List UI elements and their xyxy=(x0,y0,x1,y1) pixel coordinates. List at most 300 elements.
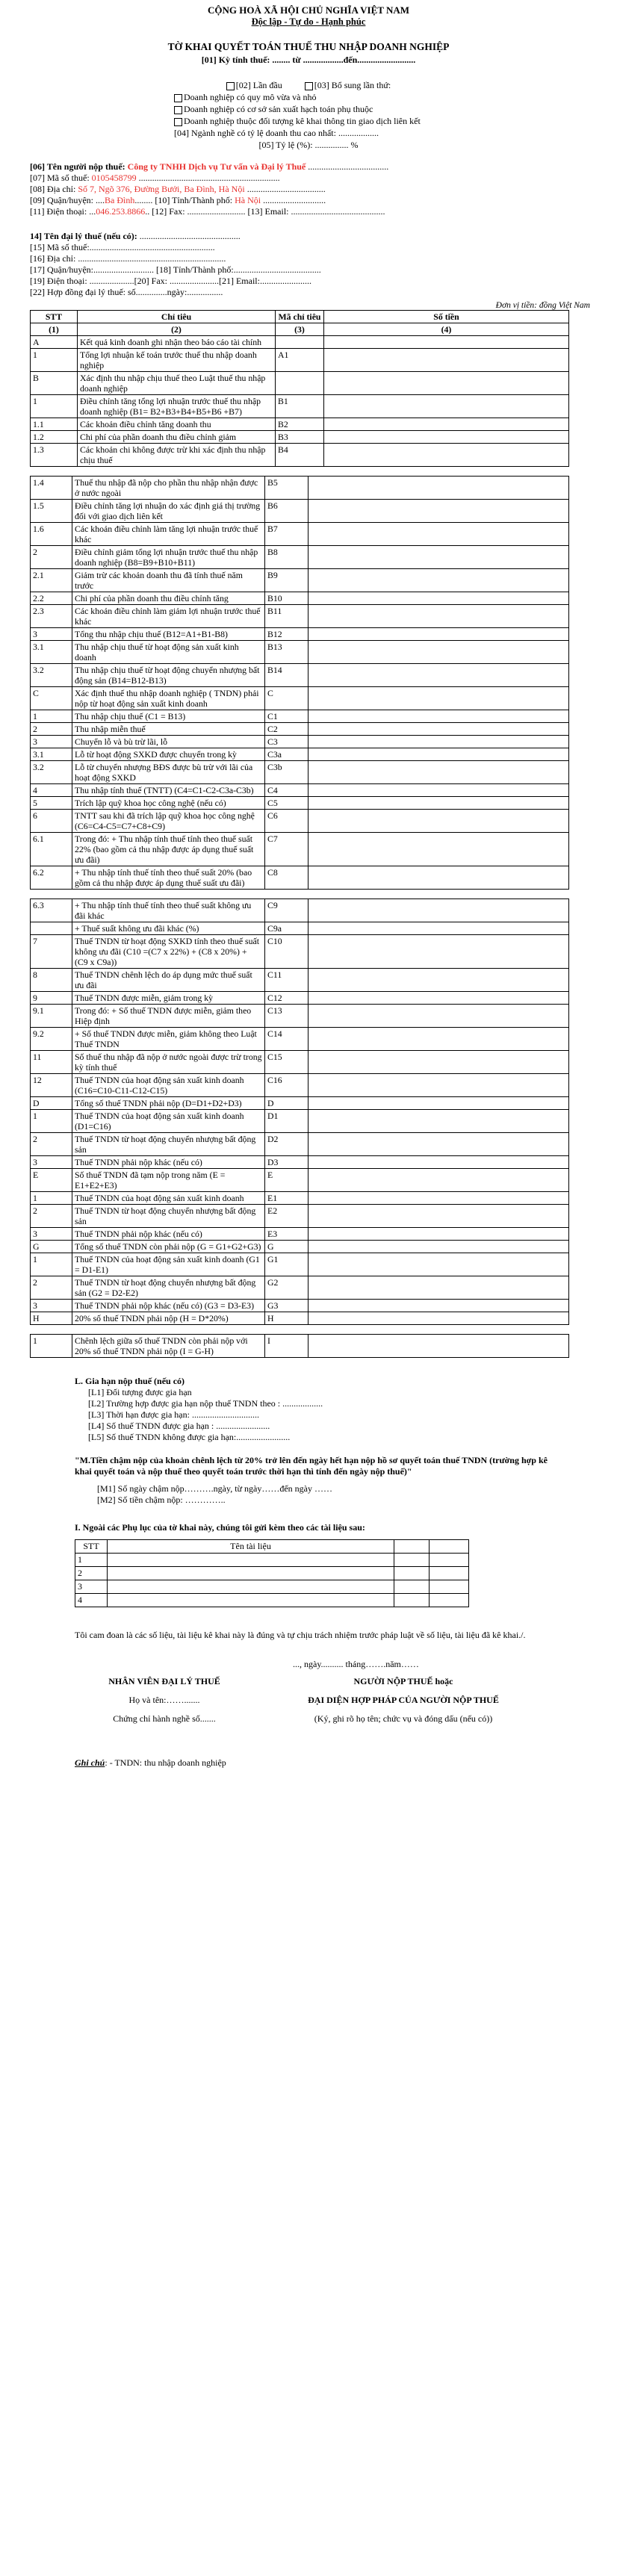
table-row xyxy=(31,710,569,723)
row-amount-cell[interactable] xyxy=(308,687,569,710)
table-row xyxy=(31,784,569,797)
row-code: C3 xyxy=(265,736,308,748)
row-stt: 2 xyxy=(31,1276,72,1300)
row-code: D2 xyxy=(265,1133,308,1156)
row-code: G2 xyxy=(265,1276,308,1300)
attachment-row[interactable]: 2 xyxy=(75,1567,469,1580)
row-code: D xyxy=(265,1097,308,1110)
table-row xyxy=(31,866,569,890)
tax-period: [01] Kỳ tính thuế: ........ từ ..................đến.......................... xyxy=(201,55,416,65)
table-row xyxy=(31,810,569,833)
row-amount-cell[interactable] xyxy=(308,992,569,1005)
row-amount-cell[interactable] xyxy=(308,664,569,687)
row-code: C2 xyxy=(265,723,308,736)
table-row xyxy=(31,1192,569,1205)
table-row xyxy=(31,1300,569,1312)
row-amount-cell[interactable] xyxy=(308,1335,569,1358)
row-stt: 1 xyxy=(31,1253,72,1276)
row-stt: 11 xyxy=(31,1051,72,1074)
table-row xyxy=(31,1241,569,1253)
footnote: Ghi chú: - TNDN: thu nhập doanh nghiệp xyxy=(75,1757,226,1768)
row-stt: 1 xyxy=(31,1192,72,1205)
section-l-line: [L4] Số thuế TNDN được gia hạn : ........................ xyxy=(88,1421,270,1431)
sign-date: ..., ngày.......... tháng…….năm…… xyxy=(293,1659,419,1669)
row-amount-cell[interactable] xyxy=(308,641,569,664)
agent-staff-cert: Chứng chỉ hành nghề số....... xyxy=(113,1713,216,1724)
row-code: B9 xyxy=(265,569,308,592)
section-l-line: [L5] Số thuế TNDN không được gia hạn:........................ xyxy=(88,1432,291,1442)
row-code: E3 xyxy=(265,1228,308,1241)
row-stt: 6.3 xyxy=(31,899,72,922)
row-code: C1 xyxy=(265,710,308,723)
row-stt: 3 xyxy=(31,628,72,641)
row-amount-cell[interactable] xyxy=(308,1074,569,1097)
row-stt: 1.2 xyxy=(31,431,78,444)
table-row xyxy=(31,1228,569,1241)
row-stt: 9.2 xyxy=(31,1028,72,1051)
table-row xyxy=(31,1156,569,1169)
row-indicator: Xác định thu nhập chịu thuế theo Luật thuế thu nhập doanh nghiệp xyxy=(78,372,276,395)
row-amount-cell[interactable] xyxy=(308,899,569,922)
row-amount-cell[interactable] xyxy=(308,969,569,992)
row-amount-cell[interactable] xyxy=(308,1005,569,1028)
row-stt: G xyxy=(31,1241,72,1253)
checkbox-icon[interactable] xyxy=(174,106,182,114)
table-row xyxy=(31,1051,569,1074)
table-row xyxy=(31,992,569,1005)
table-row xyxy=(31,628,569,641)
table-row xyxy=(31,395,569,418)
section-m-heading: "M.Tiền chậm nộp của khoản chênh lệch từ 20% trở lên đến ngày hết hạn nộp hồ sơ quyết toán thuế TNDN (trường hợp kê khai quyết toán và nộp thuế theo quyết toán trước thời hạn thì tính đến ngày nộp thuế)" xyxy=(75,1455,548,1477)
row-amount-cell[interactable] xyxy=(308,523,569,546)
row-indicator: Trong đó: + Thu nhập tính thuế tính theo thuế suất 22% (bao gồm cả thu nhập được áp dụng thuế suất ưu đãi) xyxy=(72,833,265,866)
table-row xyxy=(31,797,569,810)
table-row xyxy=(31,431,569,444)
row-amount-cell[interactable] xyxy=(308,736,569,748)
row-amount-cell[interactable] xyxy=(308,605,569,628)
row-amount-cell[interactable] xyxy=(308,784,569,797)
ratio-line: [05] Tỷ lệ (%): ............... % xyxy=(258,140,359,150)
row-code: E xyxy=(265,1169,308,1192)
currency-unit: Đơn vị tiền: đồng Việt Nam xyxy=(495,301,590,310)
row-stt xyxy=(31,922,72,935)
row-indicator: Tổng thu nhập chịu thuế (B12=A1+B1-B8) xyxy=(72,628,265,641)
row-stt: 3 xyxy=(31,1156,72,1169)
row-code: C8 xyxy=(265,866,308,890)
row-code xyxy=(276,372,324,395)
table-row xyxy=(31,1169,569,1192)
indicator-table-part3 xyxy=(30,899,569,1325)
row-amount-cell[interactable] xyxy=(308,1133,569,1156)
taxpayer-name-label: [06] Tên người nộp thuế: xyxy=(30,161,125,172)
representative-title: ĐẠI DIỆN HỢP PHÁP CỦA NGƯỜI NỘP THUẾ xyxy=(308,1695,499,1705)
checkbox-icon[interactable] xyxy=(305,82,313,90)
row-amount-cell[interactable] xyxy=(308,1169,569,1192)
row-amount-cell[interactable] xyxy=(308,1051,569,1074)
row-indicator: 20% số thuế TNDN phải nộp (H = D*20%) xyxy=(72,1312,265,1325)
row-amount-cell[interactable] xyxy=(308,1312,569,1325)
signature-block xyxy=(75,1676,553,1725)
row-code: C12 xyxy=(265,992,308,1005)
row-stt: 1 xyxy=(31,1110,72,1133)
taxpayer-sign-title: NGƯỜI NỘP THUẾ hoặc xyxy=(353,1676,453,1686)
row-code: D3 xyxy=(265,1156,308,1169)
row-amount-cell[interactable] xyxy=(308,833,569,866)
indicator-table-part4 xyxy=(30,1334,569,1358)
agent-staff-title: NHÂN VIÊN ĐẠI LÝ THUẾ xyxy=(108,1676,220,1686)
row-indicator: Thu nhập chịu thuế (C1 = B13) xyxy=(72,710,265,723)
row-indicator: Thuế TNDN từ hoạt động chuyển nhượng bất động sản xyxy=(72,1133,265,1156)
row-indicator: Tổng số thuế TNDN phải nộp (D=D1+D2+D3) xyxy=(72,1097,265,1110)
agent-line: [15] Mã số thuế:........................................................ xyxy=(30,242,215,252)
row-indicator: Thuế thu nhập đã nộp cho phần thu nhập nhận được ở nước ngoài xyxy=(72,477,265,500)
row-indicator: + Số thuế TNDN được miễn, giảm không theo Luật Thuế TNDN xyxy=(72,1028,265,1051)
row-amount-cell[interactable] xyxy=(308,1241,569,1253)
row-code: C6 xyxy=(265,810,308,833)
row-indicator: Thuế TNDN được miễn, giảm trong kỳ xyxy=(72,992,265,1005)
row-amount-cell[interactable] xyxy=(308,592,569,605)
table-row xyxy=(31,1028,569,1051)
row-stt: B xyxy=(31,372,78,395)
indicator-table-part2 xyxy=(30,476,569,890)
row-indicator: Thuế TNDN từ hoạt động chuyển nhượng bất động sản (G2 = D2-E2) xyxy=(72,1276,265,1300)
row-code: B13 xyxy=(265,641,308,664)
row-indicator: + Thu nhập tính thuế tính theo thuế suất không ưu đãi khác xyxy=(72,899,265,922)
row-amount-cell[interactable] xyxy=(308,810,569,833)
checkbox-icon[interactable] xyxy=(174,118,182,126)
row-stt: 2.2 xyxy=(31,592,72,605)
row-amount-cell[interactable] xyxy=(308,1300,569,1312)
row-indicator: Thuế TNDN của hoạt động sản xuất kinh doanh (G1 = D1-E1) xyxy=(72,1253,265,1276)
row-amount-cell[interactable] xyxy=(308,797,569,810)
table-row xyxy=(31,1005,569,1028)
attachments-table xyxy=(75,1539,469,1607)
table-row xyxy=(31,605,569,628)
row-indicator: Điều chỉnh tăng lợi nhuận do xác định giá thị trường đối với giao dịch liên kết xyxy=(72,500,265,523)
table-row xyxy=(31,592,569,605)
row-indicator: + Thuế suất không ưu đãi khác (%) xyxy=(72,922,265,935)
row-indicator: Lỗ từ hoạt động SXKD được chuyển trong kỳ xyxy=(72,748,265,761)
table-row xyxy=(31,1133,569,1156)
row-stt: 1.3 xyxy=(31,444,78,467)
section-l-lines xyxy=(88,1387,617,1443)
row-indicator: Thu nhập chịu thuế từ hoạt động sản xuất kinh doanh xyxy=(72,641,265,664)
row-code: C4 xyxy=(265,784,308,797)
row-indicator: Các khoản điều chỉnh làm giảm lợi nhuận trước thuế khác xyxy=(72,605,265,628)
row-stt: C xyxy=(31,687,72,710)
row-code: C7 xyxy=(265,833,308,866)
section-l-heading: L. Gia hạn nộp thuế (nếu có) xyxy=(75,1376,185,1386)
row-indicator: Thuế TNDN từ hoạt động SXKD tính theo thuế suất không ưu đãi (C10 =(C7 x 22%) + (C8 x 20%) + (C9 x C9a)) xyxy=(72,935,265,969)
row-code: G1 xyxy=(265,1253,308,1276)
table-row xyxy=(31,523,569,546)
row-indicator: Trong đó: + Số thuế TNDN được miễn, giảm theo Hiệp định xyxy=(72,1005,265,1028)
row-code: E2 xyxy=(265,1205,308,1228)
row-amount-cell[interactable] xyxy=(324,418,569,431)
tin-label: [07] Mã số thuế: xyxy=(30,173,90,183)
row-amount-cell[interactable] xyxy=(308,1110,569,1133)
row-code: B1 xyxy=(276,395,324,418)
section-m-line: [M2] Số tiền chậm nộp: ………….. xyxy=(97,1495,226,1505)
province-value: Hà Nội xyxy=(235,195,261,205)
row-stt: D xyxy=(31,1097,72,1110)
row-stt: E xyxy=(31,1169,72,1192)
row-amount-cell[interactable] xyxy=(324,372,569,395)
row-code: C16 xyxy=(265,1074,308,1097)
row-indicator: Thuế TNDN phải nộp khác (nếu có) xyxy=(72,1228,265,1241)
row-stt: 5 xyxy=(31,797,72,810)
row-code: B5 xyxy=(265,477,308,500)
row-stt: 6.2 xyxy=(31,866,72,890)
national-header xyxy=(0,0,617,28)
agent-line: [17] Quận/huyện:........................... [18] Tỉnh/Thành phố:....................................... xyxy=(30,264,321,275)
row-amount-cell[interactable] xyxy=(308,569,569,592)
row-indicator: Thuế TNDN phải nộp khác (nếu có) xyxy=(72,1156,265,1169)
row-amount-cell[interactable] xyxy=(308,748,569,761)
row-indicator: TNTT sau khi đã trích lập quỹ khoa học công nghệ (C6=C4-C5=C7+C8+C9) xyxy=(72,810,265,833)
row-indicator: Thuế TNDN phải nộp khác (nếu có) (G3 = D3-E3) xyxy=(72,1300,265,1312)
row-stt: 1 xyxy=(31,395,78,418)
table-row xyxy=(31,500,569,523)
row-stt: 1.4 xyxy=(31,477,72,500)
row-indicator: Số thuế TNDN đã tạm nộp trong năm (E = E1+E2+E3) xyxy=(72,1169,265,1192)
table-row xyxy=(31,833,569,866)
row-stt: 1 xyxy=(31,710,72,723)
row-stt: 2 xyxy=(31,1205,72,1228)
table-row xyxy=(31,1276,569,1300)
row-code: C3a xyxy=(265,748,308,761)
row-stt: 12 xyxy=(31,1074,72,1097)
col-stt: STT xyxy=(31,311,78,323)
row-amount-cell[interactable] xyxy=(308,500,569,523)
row-stt: 2 xyxy=(31,723,72,736)
address-label: [08] Địa chỉ: xyxy=(30,184,76,194)
row-amount-cell[interactable] xyxy=(324,431,569,444)
row-code: B11 xyxy=(265,605,308,628)
row-indicator: Điều chỉnh tăng tổng lợi nhuận trước thuế thu nhập doanh nghiệp (B1= B2+B3+B4+B5+B6 +B7) xyxy=(78,395,276,418)
row-indicator: + Thu nhập tính thuế tính theo thuế suất 20% (bao gồm cả thu nhập được áp dụng thuế suất ưu đãi) xyxy=(72,866,265,890)
row-code: C11 xyxy=(265,969,308,992)
row-stt: 1.6 xyxy=(31,523,72,546)
row-amount-cell[interactable] xyxy=(308,1205,569,1228)
phone-value: 046.253.8866 xyxy=(96,206,146,217)
row-amount-cell[interactable] xyxy=(308,628,569,641)
row-code: D1 xyxy=(265,1110,308,1133)
row-stt: 6.1 xyxy=(31,833,72,866)
row-amount-cell[interactable] xyxy=(324,349,569,372)
row-amount-cell[interactable] xyxy=(308,477,569,500)
row-code: C13 xyxy=(265,1005,308,1028)
row-code: C3b xyxy=(265,761,308,784)
table-row xyxy=(31,641,569,664)
row-stt: 7 xyxy=(31,935,72,969)
row-amount-cell[interactable] xyxy=(308,546,569,569)
row-code: A1 xyxy=(276,349,324,372)
declaration: Tôi cam đoan là các số liệu, tài liệu kê khai này là đúng và tự chịu trách nhiệm trước pháp luật về số liệu, tài liệu đã kê khai./. xyxy=(75,1630,526,1640)
checkbox-icon[interactable] xyxy=(226,82,235,90)
row-indicator: Chi phí của phần doanh thu điều chỉnh giảm xyxy=(78,431,276,444)
table-row xyxy=(31,687,569,710)
row-amount-cell[interactable] xyxy=(308,935,569,969)
section-m-lines xyxy=(97,1483,617,1506)
row-stt: H xyxy=(31,1312,72,1325)
row-indicator: Thuế TNDN của hoạt động sản xuất kinh doanh xyxy=(72,1192,265,1205)
row-code: B4 xyxy=(276,444,324,467)
att-col-stt: STT xyxy=(75,1540,108,1554)
col-amount: Số tiền xyxy=(324,311,569,323)
row-stt: 2 xyxy=(31,1133,72,1156)
table-row xyxy=(31,1110,569,1133)
table-row xyxy=(31,418,569,431)
table-row xyxy=(31,969,569,992)
row-code: B6 xyxy=(265,500,308,523)
table-row xyxy=(31,761,569,784)
agent-line: [19] Điện thoại: ....................[20] Fax: ......................[21] Email:....................... xyxy=(30,276,311,286)
tin-value: 0105458799 xyxy=(91,173,137,183)
table-row xyxy=(31,477,569,500)
indicator-table-part1: STT Chỉ tiêu Mã chỉ tiêu Số tiền (1) (2) (3) (4) A Kết quả kinh doanh ghi nhận theo báo cáo tài chính 1 Tổng lợi nhuận kế toán trước thuế thu nhập doanh nghiệp A1 B Xác định thu nhập chịu thuế theo Luật thuế thu nhập doanh nghiệp 1 Điều chỉnh tăng tổng lợi nhuận trước thuế thu nhập doanh nghiệp (B1= B2+B3+B4+B5+B6 +B7) B1 1.1 Các khoản điều chỉnh tăng doanh thu B2 1.2 Chi phí của phần doanh thu điều chỉnh giảm B3 1.3 Các khoản chi không được trừ khi xác định thu nhập chịu thuế B4 xyxy=(30,310,569,467)
row-stt: 6 xyxy=(31,810,72,833)
industry-line: [04] Ngành nghề có tỷ lệ doanh thu cao nhất: .................. xyxy=(174,128,379,138)
row-amount-cell[interactable] xyxy=(324,395,569,418)
agent-staff-name: Họ và tên:……....... xyxy=(128,1695,200,1705)
row-amount-cell[interactable] xyxy=(308,1097,569,1110)
row-indicator: Thu nhập miễn thuế xyxy=(72,723,265,736)
row-indicator: Thu nhập tính thuế (TNTT) (C4=C1-C2-C3a-C3b) xyxy=(72,784,265,797)
row-amount-cell[interactable] xyxy=(308,761,569,784)
row-code: I xyxy=(265,1335,308,1358)
row-code: C10 xyxy=(265,935,308,969)
table-row xyxy=(31,723,569,736)
table-row xyxy=(31,1205,569,1228)
table-row xyxy=(31,569,569,592)
taxpayer-name-value: Công ty TNHH Dịch vụ Tư vấn và Đại lý Thuế xyxy=(127,161,306,172)
row-indicator: Chuyển lỗ và bù trừ lãi, lỗ xyxy=(72,736,265,748)
row-amount-cell[interactable] xyxy=(324,444,569,467)
table-row xyxy=(31,1253,569,1276)
row-code: B8 xyxy=(265,546,308,569)
table-row xyxy=(31,899,569,922)
row-indicator: Tổng số thuế TNDN còn phải nộp (G = G1+G2+G3) xyxy=(72,1241,265,1253)
row-stt: 3.2 xyxy=(31,664,72,687)
row-indicator: Xác định thuế thu nhập doanh nghiệp ( TNDN) phải nộp từ hoạt động sản xuất kinh doanh xyxy=(72,687,265,710)
attachment-row[interactable]: 1 xyxy=(75,1554,469,1567)
row-indicator: Lỗ từ chuyển nhượng BĐS được bù trừ với lãi của hoạt động SXKD xyxy=(72,761,265,784)
section-l-line: [L2] Trường hợp được gia hạn nộp thuế TNDN theo : .................. xyxy=(88,1398,323,1409)
filing-options xyxy=(129,79,488,151)
row-stt: 2.3 xyxy=(31,605,72,628)
table-row xyxy=(31,444,569,467)
row-indicator: Giảm trừ các khoản doanh thu đã tính thuế năm trước xyxy=(72,569,265,592)
row-amount-cell[interactable] xyxy=(308,922,569,935)
table-row xyxy=(31,748,569,761)
row-code: G3 xyxy=(265,1300,308,1312)
attachment-row[interactable]: 4 xyxy=(75,1594,469,1607)
row-stt: 3 xyxy=(31,736,72,748)
table-row xyxy=(31,372,569,395)
sme-option: Doanh nghiệp có quy mô vừa và nhỏ xyxy=(184,92,317,102)
row-code: C9 xyxy=(265,899,308,922)
table-row xyxy=(31,336,569,349)
row-amount-cell[interactable] xyxy=(308,1156,569,1169)
section-l-line: [L1] Đối tượng được gia hạn xyxy=(88,1387,192,1397)
section-i-heading: I. Ngoài các Phụ lục của tờ khai này, chúng tôi gửi kèm theo các tài liệu sau: xyxy=(75,1522,365,1533)
row-code: C15 xyxy=(265,1051,308,1074)
col-code: Mã chỉ tiêu xyxy=(276,311,324,323)
row-code: B12 xyxy=(265,628,308,641)
row-code xyxy=(276,336,324,349)
row-stt: A xyxy=(31,336,78,349)
row-indicator: Các khoản chi không được trừ khi xác định thu nhập chịu thuế xyxy=(78,444,276,467)
row-code: C9a xyxy=(265,922,308,935)
row-stt: 9 xyxy=(31,992,72,1005)
row-code: B14 xyxy=(265,664,308,687)
row-amount-cell[interactable] xyxy=(308,1192,569,1205)
attachment-row[interactable]: 3 xyxy=(75,1580,469,1594)
row-indicator: Thuế TNDN của hoạt động sản xuất kinh doanh (C16=C10-C11-C12-C15) xyxy=(72,1074,265,1097)
row-stt: 4 xyxy=(31,784,72,797)
table-row xyxy=(31,546,569,569)
supplement-option[interactable]: [03] Bổ sung lần thứ: xyxy=(305,79,391,91)
row-stt: 2 xyxy=(31,546,72,569)
agent-line: [22] Hợp đồng đại lý thuế: số..............ngày:................ xyxy=(30,287,223,297)
table-row xyxy=(31,1097,569,1110)
table-row xyxy=(31,1312,569,1325)
row-stt: 1 xyxy=(31,349,78,372)
row-stt: 1.5 xyxy=(31,500,72,523)
row-amount-cell[interactable] xyxy=(324,336,569,349)
checkbox-icon[interactable] xyxy=(174,94,182,102)
row-stt: 3.1 xyxy=(31,748,72,761)
sign-instruction: (Ký, ghi rõ họ tên; chức vụ và đóng dấu (nếu có)) xyxy=(314,1713,493,1724)
row-indicator: Các khoản điều chỉnh tăng doanh thu xyxy=(78,418,276,431)
nation-title: CỘNG HOÀ XÃ HỘI CHỦ NGHĨA VIỆT NAM xyxy=(207,4,410,16)
agent-line: [16] Địa chỉ: .................................................................. xyxy=(30,253,226,264)
row-code: H xyxy=(265,1312,308,1325)
row-code: C xyxy=(265,687,308,710)
row-stt: 3 xyxy=(31,1228,72,1241)
address-value: Số 7, Ngõ 376, Đường Bưởi, Ba Đình, Hà Nội xyxy=(78,184,245,194)
row-amount-cell[interactable] xyxy=(308,1276,569,1300)
row-amount-cell[interactable] xyxy=(308,866,569,890)
row-stt: 3.1 xyxy=(31,641,72,664)
taxpayer-info: [06] Tên người nộp thuế: Công ty TNHH Dịch vụ Tư vấn và Đại lý Thuế .................................... [07] Mã số thuế: 0105458799 ............................................................... [08] Địa chỉ: Số 7, Ngõ 376, Đường Bưởi, Ba Đình, Hà Nội ................................... [09] Quận/huyện: ....Ba Đình........ [10] Tỉnh/Thành phố: Hà Nội ............................ [11] Điện thoại: ...046.253.8866.. [12] Fax: .......................... [13] Email: .......................................... xyxy=(30,161,389,217)
row-amount-cell[interactable] xyxy=(308,723,569,736)
row-stt: 3 xyxy=(31,1300,72,1312)
table-row xyxy=(31,1335,569,1358)
table-row xyxy=(31,736,569,748)
agent-heading: 14] Tên đại lý thuế (nếu có): xyxy=(30,231,137,241)
row-code: B3 xyxy=(276,431,324,444)
row-code: C5 xyxy=(265,797,308,810)
row-indicator: Trích lập quỹ khoa học công nghệ (nếu có) xyxy=(72,797,265,810)
first-time-option[interactable]: [02] Lần đầu xyxy=(226,79,282,91)
row-amount-cell[interactable] xyxy=(308,1028,569,1051)
row-amount-cell[interactable] xyxy=(308,1228,569,1241)
row-indicator: Số thuế thu nhập đã nộp ở nước ngoài được trừ trong kỳ tính thuế xyxy=(72,1051,265,1074)
row-indicator: Chênh lệch giữa số thuế TNDN còn phải nộp với 20% số thuế TNDN phải nộp (I = G-H) xyxy=(72,1335,265,1358)
row-code: E1 xyxy=(265,1192,308,1205)
section-m-line: [M1] Số ngày chậm nộp……….ngày, từ ngày……đến ngày …… xyxy=(97,1483,333,1494)
row-amount-cell[interactable] xyxy=(308,710,569,723)
row-amount-cell[interactable] xyxy=(308,1253,569,1276)
row-code: B10 xyxy=(265,592,308,605)
row-code: C14 xyxy=(265,1028,308,1051)
row-indicator: Điều chỉnh giảm tổng lợi nhuận trước thuế thu nhập doanh nghiệp (B8=B9+B10+B11) xyxy=(72,546,265,569)
motto: Độc lập - Tự do - Hạnh phúc xyxy=(251,16,366,27)
row-indicator: Chi phí của phần doanh thu điều chỉnh tăng xyxy=(72,592,265,605)
row-indicator: Thuế TNDN của hoạt động sản xuất kinh doanh (D1=C16) xyxy=(72,1110,265,1133)
